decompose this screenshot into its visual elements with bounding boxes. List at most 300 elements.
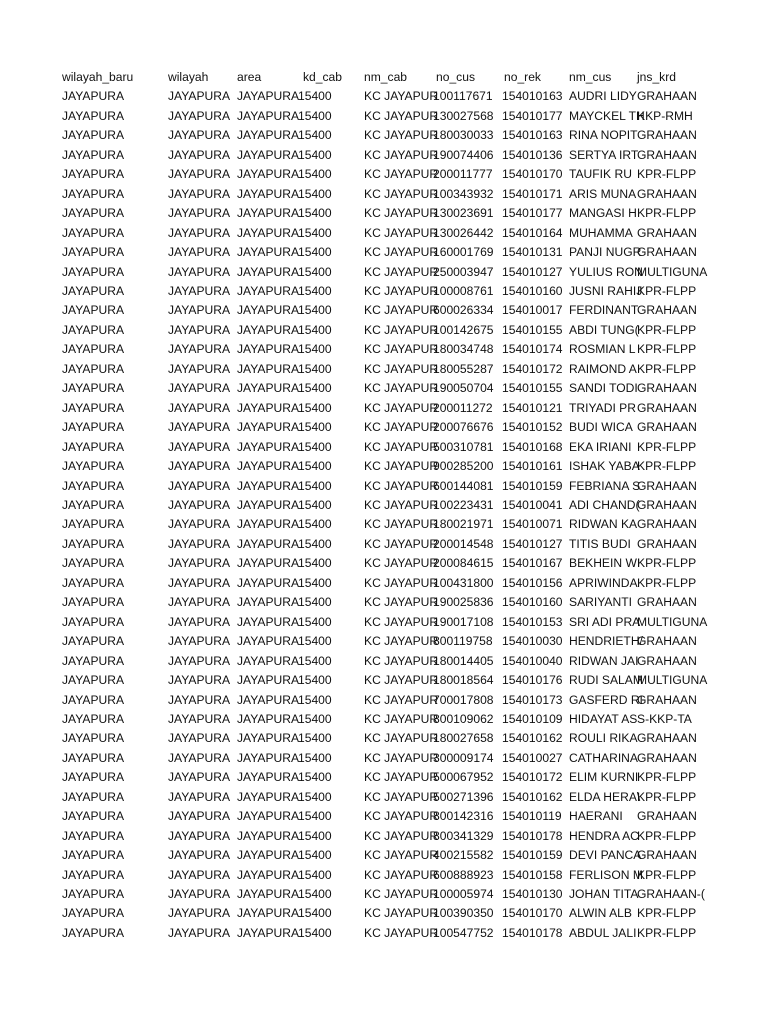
cell-no-cus[interactable]: 180014405: [433, 653, 494, 668]
cell-nm-cab[interactable]: KC JAYAPUR: [364, 89, 439, 104]
cell-wilayah-baru[interactable]: JAYAPURA: [62, 575, 125, 590]
cell-no-cus[interactable]: 130026442: [433, 225, 494, 240]
cell-area[interactable]: JAYAPURA: [237, 459, 300, 474]
cell-nm-cab[interactable]: KC JAYAPUR: [364, 517, 439, 532]
cell-no-rek[interactable]: 154010119: [502, 809, 562, 824]
cell-nm-cab[interactable]: KC JAYAPUR: [364, 108, 439, 123]
cell-no-cus[interactable]: 180030033: [433, 128, 494, 143]
cell-area[interactable]: JAYAPURA: [237, 497, 300, 512]
cell-kd-cab[interactable]: 15400: [298, 925, 332, 940]
cell-wilayah[interactable]: JAYAPURA: [168, 147, 231, 162]
cell-no-cus[interactable]: 190017108: [433, 614, 494, 629]
cell-nm-cab[interactable]: KC JAYAPUR: [364, 750, 439, 765]
cell-area[interactable]: JAYAPURA: [237, 381, 300, 396]
cell-nm-cus[interactable]: HENDRA AC: [569, 828, 639, 843]
cell-area[interactable]: JAYAPURA: [237, 673, 300, 688]
cell-wilayah[interactable]: JAYAPURA: [168, 595, 231, 610]
cell-no-cus[interactable]: 180018564: [433, 673, 494, 688]
cell-nm-cus[interactable]: SERTYA IRT: [569, 147, 639, 162]
cell-jns-krd[interactable]: KKP-RMH: [637, 108, 693, 123]
header-cell-area[interactable]: area: [237, 70, 262, 84]
cell-no-rek[interactable]: 154010130: [502, 887, 563, 902]
cell-jns-krd[interactable]: KPR-FLPP: [637, 283, 697, 298]
cell-wilayah[interactable]: JAYAPURA: [168, 887, 231, 902]
cell-wilayah-baru[interactable]: JAYAPURA: [62, 789, 125, 804]
cell-nm-cab[interactable]: KC JAYAPUR: [364, 497, 439, 512]
cell-nm-cab[interactable]: KC JAYAPUR: [364, 770, 439, 785]
cell-no-cus[interactable]: 190025836: [433, 595, 494, 610]
cell-wilayah-baru[interactable]: JAYAPURA: [62, 595, 125, 610]
cell-nm-cus[interactable]: ADI CHAND(: [569, 497, 640, 512]
cell-no-cus[interactable]: 800142316: [433, 809, 494, 824]
cell-jns-krd[interactable]: GRAHAAN: [637, 147, 697, 162]
cell-wilayah[interactable]: JAYAPURA: [168, 186, 231, 201]
cell-nm-cus[interactable]: APRIWINDA: [569, 575, 638, 590]
cell-jns-krd[interactable]: GRAHAAN: [637, 303, 697, 318]
cell-kd-cab[interactable]: 15400: [298, 906, 332, 921]
cell-nm-cus[interactable]: ELIM KURNI: [569, 770, 639, 785]
cell-area[interactable]: JAYAPURA: [237, 692, 300, 707]
cell-no-cus[interactable]: 180021971: [433, 517, 494, 532]
cell-nm-cab[interactable]: KC JAYAPUR: [364, 342, 439, 357]
cell-jns-krd[interactable]: S-KKP-TA: [637, 711, 692, 726]
cell-wilayah-baru[interactable]: JAYAPURA: [62, 497, 125, 512]
cell-no-cus[interactable]: 100547752: [433, 925, 494, 940]
cell-kd-cab[interactable]: 15400: [298, 89, 332, 104]
cell-wilayah-baru[interactable]: JAYAPURA: [62, 342, 125, 357]
cell-nm-cab[interactable]: KC JAYAPUR: [364, 439, 439, 454]
cell-nm-cus[interactable]: EKA IRIANI: [569, 439, 632, 454]
cell-wilayah-baru[interactable]: JAYAPURA: [62, 867, 125, 882]
cell-no-cus[interactable]: 500310781: [433, 439, 494, 454]
cell-nm-cab[interactable]: KC JAYAPUR: [364, 906, 439, 921]
cell-no-rek[interactable]: 154010170: [502, 167, 563, 182]
cell-area[interactable]: JAYAPURA: [237, 264, 300, 279]
cell-kd-cab[interactable]: 15400: [298, 614, 332, 629]
cell-wilayah[interactable]: JAYAPURA: [168, 225, 231, 240]
cell-nm-cab[interactable]: KC JAYAPUR: [364, 283, 439, 298]
cell-no-rek[interactable]: 154010160: [502, 283, 563, 298]
cell-jns-krd[interactable]: KPR-FLPP: [637, 167, 697, 182]
cell-nm-cus[interactable]: MANGASI H: [569, 206, 637, 221]
cell-jns-krd[interactable]: GRAHAAN: [637, 692, 697, 707]
cell-wilayah-baru[interactable]: JAYAPURA: [62, 750, 125, 765]
cell-wilayah-baru[interactable]: JAYAPURA: [62, 673, 125, 688]
cell-nm-cab[interactable]: KC JAYAPUR: [364, 459, 439, 474]
cell-wilayah-baru[interactable]: JAYAPURA: [62, 361, 125, 376]
cell-jns-krd[interactable]: KPR-FLPP: [637, 906, 697, 921]
cell-nm-cab[interactable]: KC JAYAPUR: [364, 925, 439, 940]
cell-nm-cab[interactable]: KC JAYAPUR: [364, 828, 439, 843]
cell-kd-cab[interactable]: 15400: [298, 653, 332, 668]
cell-jns-krd[interactable]: GRAHAAN: [637, 225, 697, 240]
cell-area[interactable]: JAYAPURA: [237, 634, 300, 649]
cell-wilayah[interactable]: JAYAPURA: [168, 731, 231, 746]
cell-area[interactable]: JAYAPURA: [237, 167, 300, 182]
cell-no-cus[interactable]: 300009174: [433, 750, 494, 765]
cell-kd-cab[interactable]: 15400: [298, 381, 332, 396]
cell-kd-cab[interactable]: 15400: [298, 517, 332, 532]
cell-jns-krd[interactable]: GRAHAAN: [637, 536, 697, 551]
cell-no-rek[interactable]: 154010121: [502, 400, 563, 415]
cell-wilayah[interactable]: JAYAPURA: [168, 420, 231, 435]
cell-jns-krd[interactable]: MULTIGUNA: [637, 614, 708, 629]
cell-jns-krd[interactable]: GRAHAAN: [637, 595, 697, 610]
cell-nm-cab[interactable]: KC JAYAPUR: [364, 361, 439, 376]
cell-no-rek[interactable]: 154010162: [502, 731, 563, 746]
cell-nm-cab[interactable]: KC JAYAPUR: [364, 536, 439, 551]
cell-kd-cab[interactable]: 15400: [298, 770, 332, 785]
cell-nm-cus[interactable]: TAUFIK RU: [569, 167, 632, 182]
cell-kd-cab[interactable]: 15400: [298, 264, 332, 279]
cell-kd-cab[interactable]: 15400: [298, 206, 332, 221]
cell-no-rek[interactable]: 154010168: [502, 439, 563, 454]
cell-nm-cus[interactable]: PANJI NUGR: [569, 245, 642, 260]
cell-no-cus[interactable]: 800109062: [433, 711, 494, 726]
cell-no-rek[interactable]: 154010040: [502, 653, 563, 668]
cell-jns-krd[interactable]: GRAHAAN: [637, 848, 697, 863]
cell-nm-cab[interactable]: KC JAYAPUR: [364, 711, 439, 726]
cell-wilayah-baru[interactable]: JAYAPURA: [62, 400, 125, 415]
cell-wilayah[interactable]: JAYAPURA: [168, 283, 231, 298]
cell-wilayah-baru[interactable]: JAYAPURA: [62, 147, 125, 162]
cell-jns-krd[interactable]: KPR-FLPP: [637, 789, 697, 804]
cell-nm-cab[interactable]: KC JAYAPUR: [364, 478, 439, 493]
cell-area[interactable]: JAYAPURA: [237, 867, 300, 882]
cell-area[interactable]: JAYAPURA: [237, 361, 300, 376]
cell-no-cus[interactable]: 180055287: [433, 361, 494, 376]
cell-no-rek[interactable]: 154010161: [502, 459, 563, 474]
cell-no-cus[interactable]: 130027568: [433, 108, 494, 123]
cell-no-cus[interactable]: 100117671: [433, 89, 493, 104]
cell-no-rek[interactable]: 154010153: [502, 614, 563, 629]
cell-nm-cab[interactable]: KC JAYAPUR: [364, 556, 439, 571]
cell-nm-cab[interactable]: KC JAYAPUR: [364, 225, 439, 240]
cell-area[interactable]: JAYAPURA: [237, 731, 300, 746]
cell-nm-cus[interactable]: JUSNI RAHIJ: [569, 283, 643, 298]
cell-nm-cab[interactable]: KC JAYAPUR: [364, 653, 439, 668]
cell-wilayah-baru[interactable]: JAYAPURA: [62, 303, 125, 318]
cell-wilayah-baru[interactable]: JAYAPURA: [62, 848, 125, 863]
cell-no-cus[interactable]: 200084615: [433, 556, 494, 571]
cell-kd-cab[interactable]: 15400: [298, 420, 332, 435]
cell-area[interactable]: JAYAPURA: [237, 322, 300, 337]
header-cell-kd-cab[interactable]: kd_cab: [303, 70, 342, 84]
cell-no-cus[interactable]: 190050704: [433, 381, 494, 396]
cell-no-rek[interactable]: 154010159: [502, 478, 563, 493]
cell-wilayah-baru[interactable]: JAYAPURA: [62, 906, 125, 921]
cell-nm-cus[interactable]: FEBRIANA S: [569, 478, 641, 493]
cell-no-rek[interactable]: 154010017: [502, 303, 563, 318]
cell-kd-cab[interactable]: 15400: [298, 186, 332, 201]
cell-jns-krd[interactable]: KPR-FLPP: [637, 342, 697, 357]
cell-kd-cab[interactable]: 15400: [298, 634, 332, 649]
cell-kd-cab[interactable]: 15400: [298, 731, 332, 746]
cell-kd-cab[interactable]: 15400: [298, 283, 332, 298]
cell-jns-krd[interactable]: KPR-FLPP: [637, 828, 697, 843]
cell-no-cus[interactable]: 100431800: [433, 575, 494, 590]
cell-area[interactable]: JAYAPURA: [237, 711, 300, 726]
header-cell-wilayah-baru[interactable]: wilayah_baru: [62, 70, 134, 84]
cell-wilayah[interactable]: JAYAPURA: [168, 400, 231, 415]
cell-nm-cus[interactable]: RIDWAN JAI: [569, 653, 639, 668]
cell-nm-cab[interactable]: KC JAYAPUR: [364, 595, 439, 610]
cell-area[interactable]: JAYAPURA: [237, 225, 300, 240]
cell-area[interactable]: JAYAPURA: [237, 614, 300, 629]
cell-no-cus[interactable]: 800119758: [433, 634, 493, 649]
cell-nm-cus[interactable]: RIDWAN KA: [569, 517, 638, 532]
cell-no-rek[interactable]: 154010159: [502, 848, 563, 863]
cell-nm-cab[interactable]: KC JAYAPUR: [364, 809, 439, 824]
cell-jns-krd[interactable]: GRAHAAN: [637, 634, 697, 649]
cell-wilayah-baru[interactable]: JAYAPURA: [62, 283, 125, 298]
cell-nm-cus[interactable]: GASFERD RI: [569, 692, 643, 707]
cell-kd-cab[interactable]: 15400: [298, 887, 332, 902]
cell-no-rek[interactable]: 154010178: [502, 828, 563, 843]
cell-wilayah[interactable]: JAYAPURA: [168, 439, 231, 454]
header-cell-no-cus[interactable]: no_cus: [436, 70, 475, 84]
cell-no-rek[interactable]: 154010176: [502, 673, 563, 688]
header-cell-jns-krd[interactable]: jns_krd: [637, 70, 676, 84]
cell-jns-krd[interactable]: GRAHAAN: [637, 381, 697, 396]
cell-no-rek[interactable]: 154010027: [502, 750, 563, 765]
cell-kd-cab[interactable]: 15400: [298, 867, 332, 882]
cell-kd-cab[interactable]: 15400: [298, 848, 332, 863]
cell-area[interactable]: JAYAPURA: [237, 750, 300, 765]
cell-no-cus[interactable]: 250003947: [433, 264, 494, 279]
cell-nm-cus[interactable]: ELDA HERA\: [569, 789, 641, 804]
cell-no-cus[interactable]: 200011272: [433, 400, 493, 415]
cell-wilayah-baru[interactable]: JAYAPURA: [62, 536, 125, 551]
cell-wilayah[interactable]: JAYAPURA: [168, 381, 231, 396]
cell-nm-cus[interactable]: SANDI TODI: [569, 381, 638, 396]
cell-wilayah-baru[interactable]: JAYAPURA: [62, 925, 125, 940]
cell-no-cus[interactable]: 200014548: [433, 536, 494, 551]
cell-no-rek[interactable]: 154010131: [502, 245, 563, 260]
cell-nm-cab[interactable]: KC JAYAPUR: [364, 381, 439, 396]
cell-no-cus[interactable]: 100005974: [433, 887, 494, 902]
cell-nm-cab[interactable]: KC JAYAPUR: [364, 614, 439, 629]
cell-nm-cus[interactable]: ROSMIAN L: [569, 342, 636, 357]
cell-wilayah[interactable]: JAYAPURA: [168, 828, 231, 843]
cell-no-rek[interactable]: 154010127: [502, 536, 563, 551]
cell-jns-krd[interactable]: KPR-FLPP: [637, 459, 697, 474]
cell-wilayah[interactable]: JAYAPURA: [168, 556, 231, 571]
cell-wilayah[interactable]: JAYAPURA: [168, 789, 231, 804]
cell-kd-cab[interactable]: 15400: [298, 692, 332, 707]
cell-wilayah-baru[interactable]: JAYAPURA: [62, 828, 125, 843]
cell-nm-cus[interactable]: RINA NOPIT: [569, 128, 638, 143]
cell-area[interactable]: JAYAPURA: [237, 206, 300, 221]
cell-wilayah-baru[interactable]: JAYAPURA: [62, 322, 125, 337]
cell-wilayah-baru[interactable]: JAYAPURA: [62, 186, 125, 201]
cell-no-cus[interactable]: 130023691: [433, 206, 494, 221]
cell-wilayah[interactable]: JAYAPURA: [168, 517, 231, 532]
cell-kd-cab[interactable]: 15400: [298, 750, 332, 765]
cell-area[interactable]: JAYAPURA: [237, 556, 300, 571]
cell-nm-cus[interactable]: ABDUL JALI: [569, 925, 637, 940]
cell-kd-cab[interactable]: 15400: [298, 225, 332, 240]
cell-nm-cab[interactable]: KC JAYAPUR: [364, 692, 439, 707]
cell-no-rek[interactable]: 154010174: [502, 342, 563, 357]
cell-no-rek[interactable]: 154010109: [502, 711, 563, 726]
cell-kd-cab[interactable]: 15400: [298, 303, 332, 318]
cell-kd-cab[interactable]: 15400: [298, 361, 332, 376]
cell-no-cus[interactable]: 100390350: [433, 906, 494, 921]
cell-no-cus[interactable]: 500067952: [433, 770, 494, 785]
cell-no-cus[interactable]: 800341329: [433, 828, 494, 843]
cell-nm-cus[interactable]: ROULI RIKA: [569, 731, 638, 746]
cell-jns-krd[interactable]: KPR-FLPP: [637, 575, 697, 590]
cell-kd-cab[interactable]: 15400: [298, 673, 332, 688]
cell-no-rek[interactable]: 154010163: [502, 128, 563, 143]
cell-wilayah-baru[interactable]: JAYAPURA: [62, 517, 125, 532]
cell-nm-cus[interactable]: AUDRI LIDY: [569, 89, 637, 104]
cell-area[interactable]: JAYAPURA: [237, 887, 300, 902]
cell-nm-cus[interactable]: BEKHEIN WI: [569, 556, 641, 571]
cell-wilayah[interactable]: JAYAPURA: [168, 167, 231, 182]
cell-wilayah-baru[interactable]: JAYAPURA: [62, 439, 125, 454]
cell-no-rek[interactable]: 154010156: [502, 575, 563, 590]
cell-nm-cab[interactable]: KC JAYAPUR: [364, 167, 439, 182]
cell-area[interactable]: JAYAPURA: [237, 653, 300, 668]
cell-area[interactable]: JAYAPURA: [237, 439, 300, 454]
cell-wilayah-baru[interactable]: JAYAPURA: [62, 167, 125, 182]
cell-area[interactable]: JAYAPURA: [237, 400, 300, 415]
cell-jns-krd[interactable]: KPR-FLPP: [637, 925, 697, 940]
cell-wilayah[interactable]: JAYAPURA: [168, 770, 231, 785]
cell-jns-krd[interactable]: GRAHAAN: [637, 517, 697, 532]
cell-wilayah-baru[interactable]: JAYAPURA: [62, 731, 125, 746]
cell-nm-cus[interactable]: HAERANI: [569, 809, 623, 824]
cell-wilayah-baru[interactable]: JAYAPURA: [62, 225, 125, 240]
cell-wilayah-baru[interactable]: JAYAPURA: [62, 692, 125, 707]
cell-kd-cab[interactable]: 15400: [298, 809, 332, 824]
cell-jns-krd[interactable]: GRAHAAN-(: [637, 887, 705, 902]
cell-no-cus[interactable]: 500271396: [433, 789, 494, 804]
cell-no-rek[interactable]: 154010177: [502, 108, 563, 123]
cell-no-rek[interactable]: 154010127: [502, 264, 563, 279]
cell-no-rek[interactable]: 154010158: [502, 867, 563, 882]
cell-wilayah[interactable]: JAYAPURA: [168, 245, 231, 260]
cell-no-rek[interactable]: 154010163: [502, 89, 563, 104]
cell-no-rek[interactable]: 154010155: [502, 381, 563, 396]
cell-no-cus[interactable]: 100343932: [433, 186, 494, 201]
cell-no-cus[interactable]: 180027658: [433, 731, 494, 746]
cell-no-cus[interactable]: 700017808: [433, 692, 494, 707]
cell-nm-cus[interactable]: HENDRIETH/: [569, 634, 643, 649]
cell-wilayah-baru[interactable]: JAYAPURA: [62, 381, 125, 396]
cell-no-rek[interactable]: 154010173: [502, 692, 563, 707]
cell-area[interactable]: JAYAPURA: [237, 478, 300, 493]
cell-no-cus[interactable]: 200076676: [433, 420, 494, 435]
cell-wilayah-baru[interactable]: JAYAPURA: [62, 245, 125, 260]
cell-jns-krd[interactable]: KPR-FLPP: [637, 206, 697, 221]
cell-no-rek[interactable]: 154010171: [502, 186, 563, 201]
cell-wilayah[interactable]: JAYAPURA: [168, 692, 231, 707]
cell-nm-cus[interactable]: MUHAMMA: [569, 225, 633, 240]
cell-kd-cab[interactable]: 15400: [298, 108, 332, 123]
cell-area[interactable]: JAYAPURA: [237, 770, 300, 785]
cell-jns-krd[interactable]: GRAHAAN: [637, 186, 697, 201]
cell-wilayah[interactable]: JAYAPURA: [168, 322, 231, 337]
cell-wilayah[interactable]: JAYAPURA: [168, 848, 231, 863]
header-cell-nm-cus[interactable]: nm_cus: [569, 70, 612, 84]
cell-no-rek[interactable]: 154010170: [502, 906, 563, 921]
cell-kd-cab[interactable]: 15400: [298, 128, 332, 143]
cell-wilayah-baru[interactable]: JAYAPURA: [62, 420, 125, 435]
cell-jns-krd[interactable]: KPR-FLPP: [637, 556, 697, 571]
cell-no-cus[interactable]: 100223431: [433, 497, 494, 512]
cell-kd-cab[interactable]: 15400: [298, 497, 332, 512]
cell-area[interactable]: JAYAPURA: [237, 575, 300, 590]
cell-no-cus[interactable]: 400215582: [433, 848, 494, 863]
cell-jns-krd[interactable]: GRAHAAN: [637, 750, 697, 765]
cell-jns-krd[interactable]: GRAHAAN: [637, 89, 697, 104]
cell-nm-cab[interactable]: KC JAYAPUR: [364, 303, 439, 318]
cell-wilayah[interactable]: JAYAPURA: [168, 809, 231, 824]
cell-jns-krd[interactable]: GRAHAAN: [637, 400, 697, 415]
cell-nm-cab[interactable]: KC JAYAPUR: [364, 789, 439, 804]
cell-wilayah[interactable]: JAYAPURA: [168, 673, 231, 688]
cell-area[interactable]: JAYAPURA: [237, 245, 300, 260]
cell-area[interactable]: JAYAPURA: [237, 108, 300, 123]
cell-wilayah[interactable]: JAYAPURA: [168, 906, 231, 921]
cell-area[interactable]: JAYAPURA: [237, 848, 300, 863]
cell-wilayah-baru[interactable]: JAYAPURA: [62, 459, 125, 474]
cell-area[interactable]: JAYAPURA: [237, 147, 300, 162]
cell-nm-cab[interactable]: KC JAYAPUR: [364, 128, 439, 143]
cell-nm-cab[interactable]: KC JAYAPUR: [364, 322, 439, 337]
cell-jns-krd[interactable]: MULTIGUNA: [637, 673, 708, 688]
cell-jns-krd[interactable]: GRAHAAN: [637, 497, 697, 512]
cell-kd-cab[interactable]: 15400: [298, 828, 332, 843]
cell-no-cus[interactable]: 100008761: [433, 283, 494, 298]
cell-wilayah-baru[interactable]: JAYAPURA: [62, 108, 125, 123]
cell-kd-cab[interactable]: 15400: [298, 536, 332, 551]
cell-nm-cus[interactable]: ISHAK YABA: [569, 459, 640, 474]
cell-nm-cab[interactable]: KC JAYAPUR: [364, 887, 439, 902]
cell-kd-cab[interactable]: 15400: [298, 711, 332, 726]
cell-kd-cab[interactable]: 15400: [298, 595, 332, 610]
cell-kd-cab[interactable]: 15400: [298, 789, 332, 804]
cell-nm-cus[interactable]: DEVI PANCA: [569, 848, 642, 863]
cell-jns-krd[interactable]: KPR-FLPP: [637, 770, 697, 785]
cell-area[interactable]: JAYAPURA: [237, 789, 300, 804]
cell-wilayah[interactable]: JAYAPURA: [168, 614, 231, 629]
cell-nm-cab[interactable]: KC JAYAPUR: [364, 575, 439, 590]
cell-wilayah[interactable]: JAYAPURA: [168, 711, 231, 726]
cell-no-rek[interactable]: 154010164: [502, 225, 563, 240]
cell-wilayah-baru[interactable]: JAYAPURA: [62, 89, 125, 104]
cell-jns-krd[interactable]: KPR-FLPP: [637, 322, 697, 337]
cell-nm-cus[interactable]: ALWIN ALB: [569, 906, 632, 921]
cell-nm-cab[interactable]: KC JAYAPUR: [364, 186, 439, 201]
cell-no-rek[interactable]: 154010071: [502, 517, 563, 532]
cell-wilayah-baru[interactable]: JAYAPURA: [62, 128, 125, 143]
cell-no-cus[interactable]: 600026334: [433, 303, 494, 318]
cell-nm-cab[interactable]: KC JAYAPUR: [364, 634, 439, 649]
cell-area[interactable]: JAYAPURA: [237, 536, 300, 551]
cell-kd-cab[interactable]: 15400: [298, 342, 332, 357]
cell-nm-cus[interactable]: SARIYANTI: [569, 595, 632, 610]
cell-nm-cus[interactable]: TITIS BUDI: [569, 536, 631, 551]
cell-area[interactable]: JAYAPURA: [237, 283, 300, 298]
cell-no-rek[interactable]: 154010041: [502, 497, 563, 512]
cell-nm-cus[interactable]: JOHAN TITA: [569, 887, 639, 902]
cell-area[interactable]: JAYAPURA: [237, 595, 300, 610]
cell-jns-krd[interactable]: GRAHAAN: [637, 653, 697, 668]
